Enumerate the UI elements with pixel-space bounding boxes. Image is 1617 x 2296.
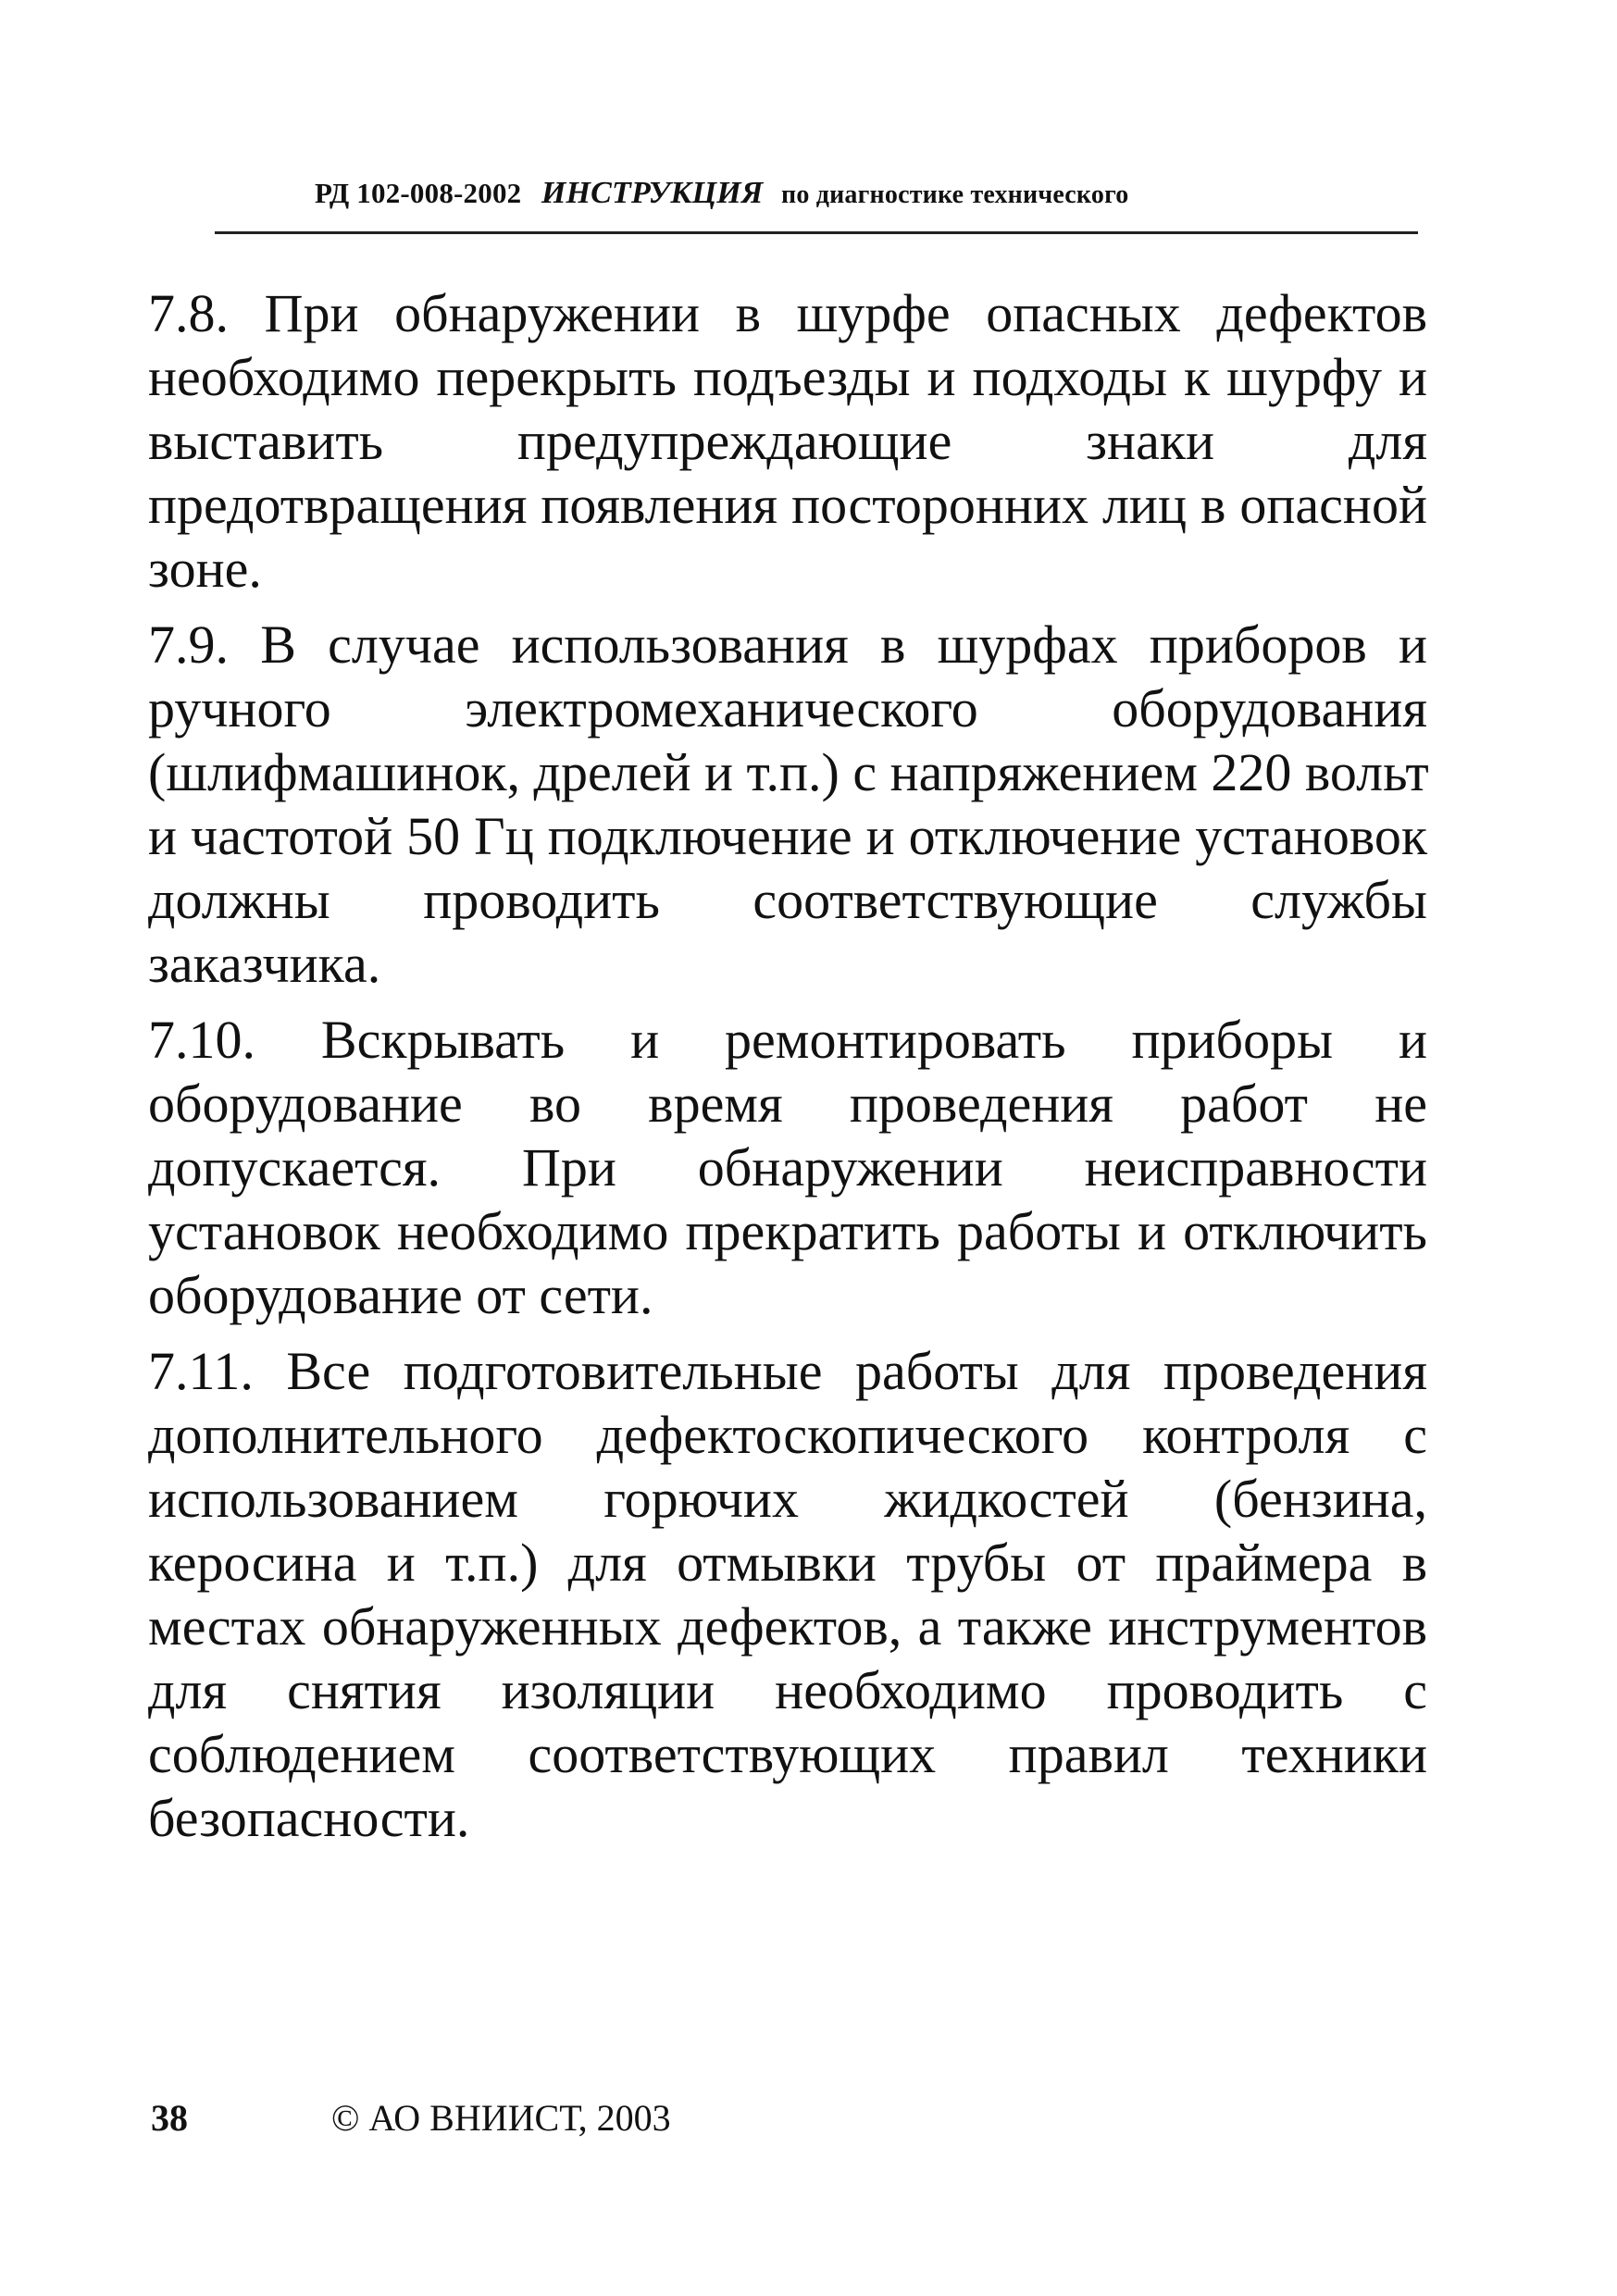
text-line: необходимо перекрыть подъезды и подходы к шурфу и (148, 347, 1427, 407)
text-line: ручного электромеханического оборудования (148, 678, 1427, 738)
text-line: предотвращения появления посторонних лиц в опасной (148, 475, 1427, 535)
text-line: безопасности. (148, 1788, 470, 1848)
text-line: оборудование во время проведения работ не (148, 1074, 1427, 1134)
text-line: выставить предупреждающие знаки для (148, 411, 1427, 471)
text-line: местах обнаруженных дефектов, а также инструментов (148, 1596, 1427, 1657)
header-divider (215, 231, 1418, 234)
text-line: оборудование от сети. (148, 1265, 653, 1325)
paragraph-7-8 (148, 281, 1427, 601)
text-line: 7.10. Вскрывать и ремонтировать приборы и (148, 1010, 1427, 1070)
text-line: 7.11. Все подготовительные работы для проведения (148, 1341, 1427, 1401)
text-line: заказчика. (148, 934, 381, 994)
text-line: 7.9. В случае использования в шурфах приборов и (148, 614, 1427, 675)
document-code: РД 102-008-2002 (315, 177, 522, 209)
page-body (148, 281, 1427, 1862)
text-line: дополнительного дефектоскопического контроля с (148, 1405, 1427, 1465)
paragraph-7-10 (148, 1008, 1427, 1327)
text-line: зоне. (148, 539, 262, 599)
page-footer (151, 2096, 671, 2140)
text-line: 7.8. При обнаружении в шурфе опасных дефектов (148, 283, 1427, 343)
paragraph-7-11 (148, 1339, 1427, 1850)
document-title: ИНСТРУКЦИЯ (541, 176, 764, 210)
page-header (315, 176, 1129, 211)
text-line: для снятия изоляции необходимо проводить с (148, 1660, 1427, 1720)
page-number: 38 (151, 2097, 188, 2139)
text-line: допускается. При обнаружении неисправности (148, 1137, 1427, 1198)
document-subtitle: по диагностике технического (781, 180, 1129, 209)
text-line: и частотой 50 Гц подключение и отключение установок (148, 806, 1427, 866)
text-line: соблюдением соответствующих правил техники (148, 1724, 1427, 1784)
text-line: должны проводить соответствующие службы (148, 870, 1427, 930)
text-line: керосина и т.п.) для отмывки трубы от праймера в (148, 1533, 1427, 1593)
text-line: использованием горючих жидкостей (бензина, (148, 1469, 1427, 1529)
text-line: установок необходимо прекратить работы и отключить (148, 1201, 1427, 1261)
paragraph-7-9 (148, 613, 1427, 996)
copyright-notice: © АО ВНИИСТ, 2003 (331, 2097, 671, 2139)
text-line: (шлифмашинок, дрелей и т.п.) с напряжением 220 вольт (148, 742, 1429, 802)
